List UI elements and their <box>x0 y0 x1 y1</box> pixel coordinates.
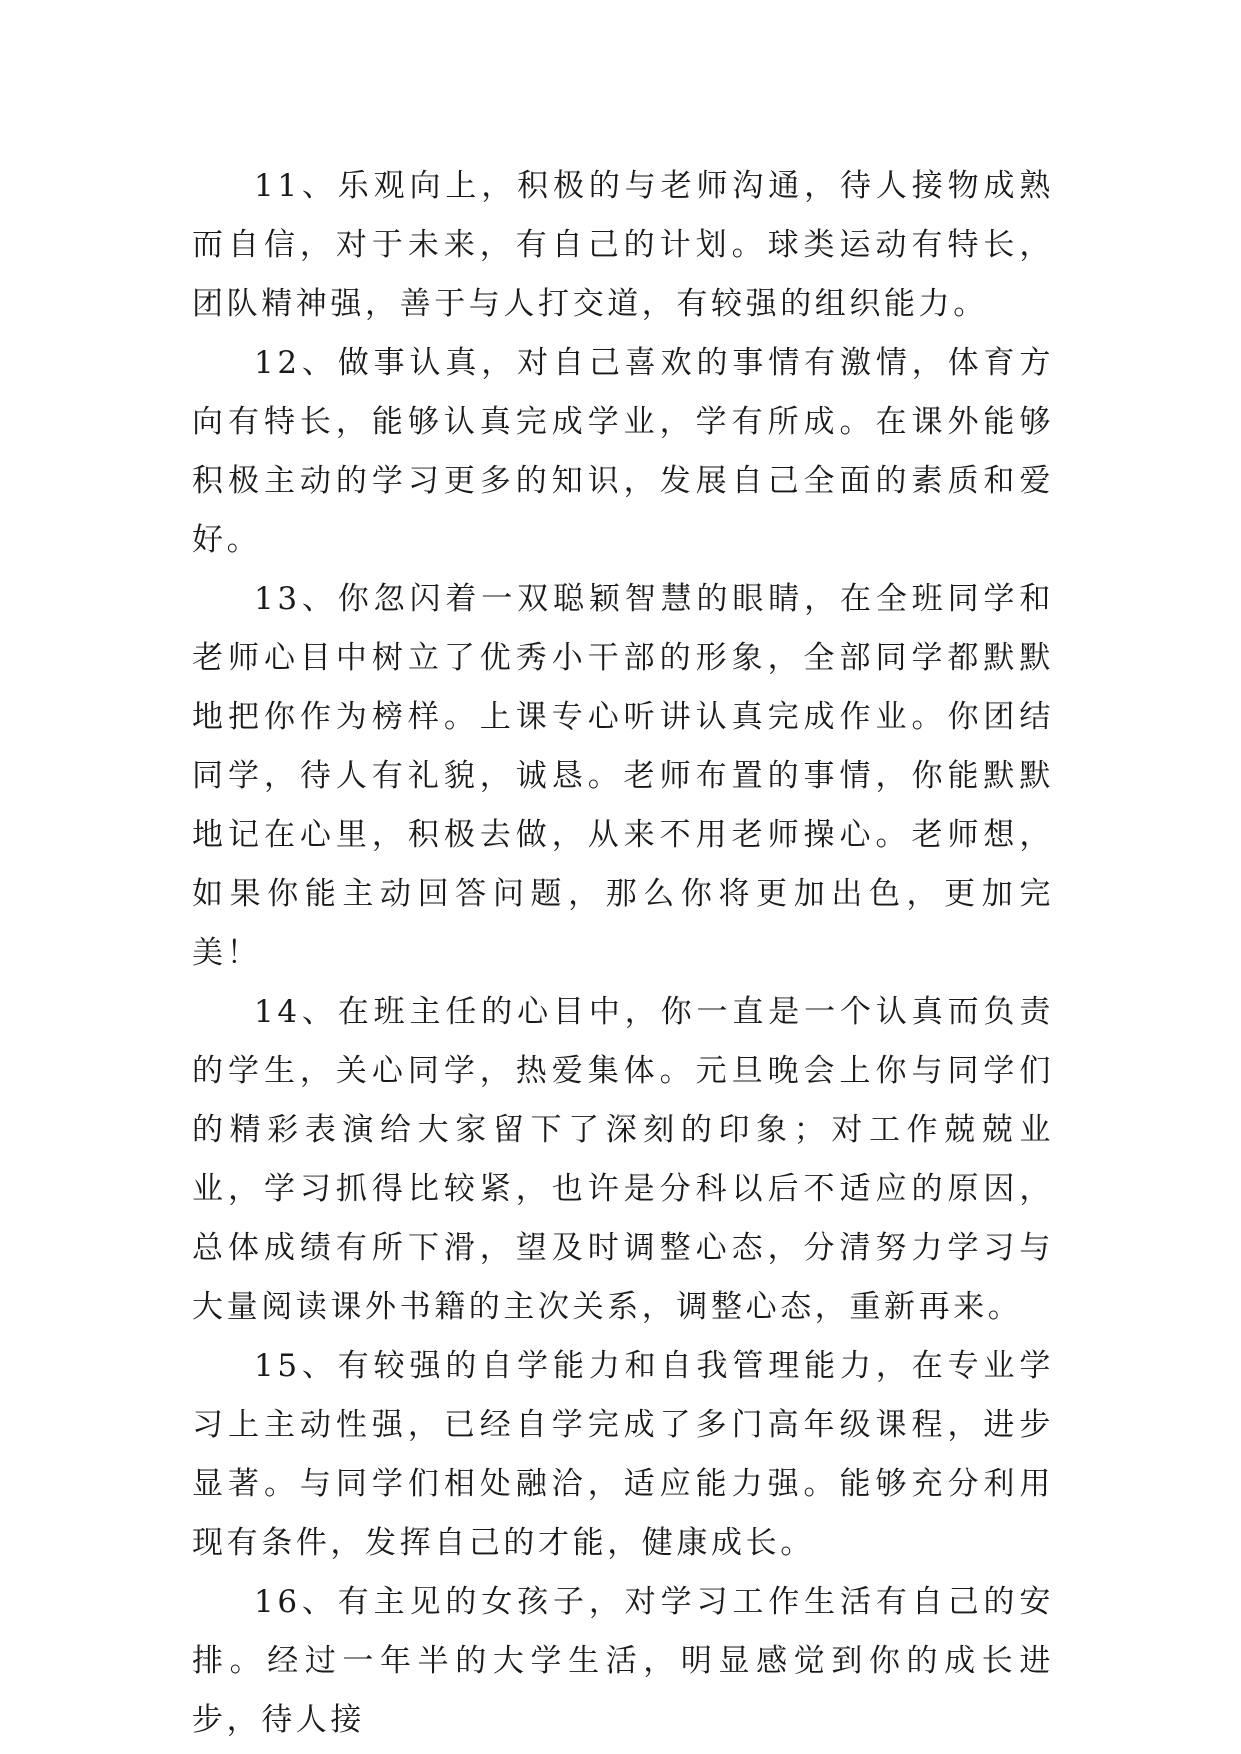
paragraph-11: 11、乐观向上，积极的与老师沟通，待人接物成熟而自信，对于未来，有自己的计划。球类运动有特长，团队精神强，善于与人打交道，有较强的组织能力。 <box>192 168 1054 322</box>
paragraph-15: 15、有较强的自学能力和自我管理能力，在专业学习上主动性强，已经自学完成了多门高年级课程，进步显著。与同学们相处融洽，适应能力强。能够充分利用现有条件，发挥自己的才能，健康成长。 <box>192 1348 1054 1561</box>
paragraph-13: 13、你忽闪着一双聪颖智慧的眼睛，在全班同学和老师心目中树立了优秀小干部的形象，全部同学都默默地把你作为榜样。上课专心听讲认真完成作业。你团结同学，待人有礼貌，诚恳。老师布置的事情，你能默默地记在心里，积极去做，从来不用老师操心。老师想，如果你能主动回答问题，那么你将更加出色，更加完美！ <box>192 581 1054 971</box>
paragraph-12: 12、做事认真，对自己喜欢的事情有激情，体育方向有特长，能够认真完成学业，学有所成。在课外能够积极主动的学习更多的知识，发展自己全面的素质和爱好。 <box>192 345 1054 558</box>
paragraph-14: 14、在班主任的心目中，你一直是一个认真而负责的学生，关心同学，热爱集体。元旦晚会上你与同学们的精彩表演给大家留下了深刻的印象；对工作兢兢业业，学习抓得比较紧，也许是分科以后不适应的原因，总体成绩有所下滑，望及时调整心态，分清努力学习与大量阅读课外书籍的主次关系，调整心态，重新再来。 <box>192 994 1054 1325</box>
document-body <box>192 157 1054 1750</box>
paragraph-16: 16、有主见的女孩子，对学习工作生活有自己的安排。经过一年半的大学生活，明显感觉到你的成长进步，待人接 <box>192 1584 1054 1738</box>
